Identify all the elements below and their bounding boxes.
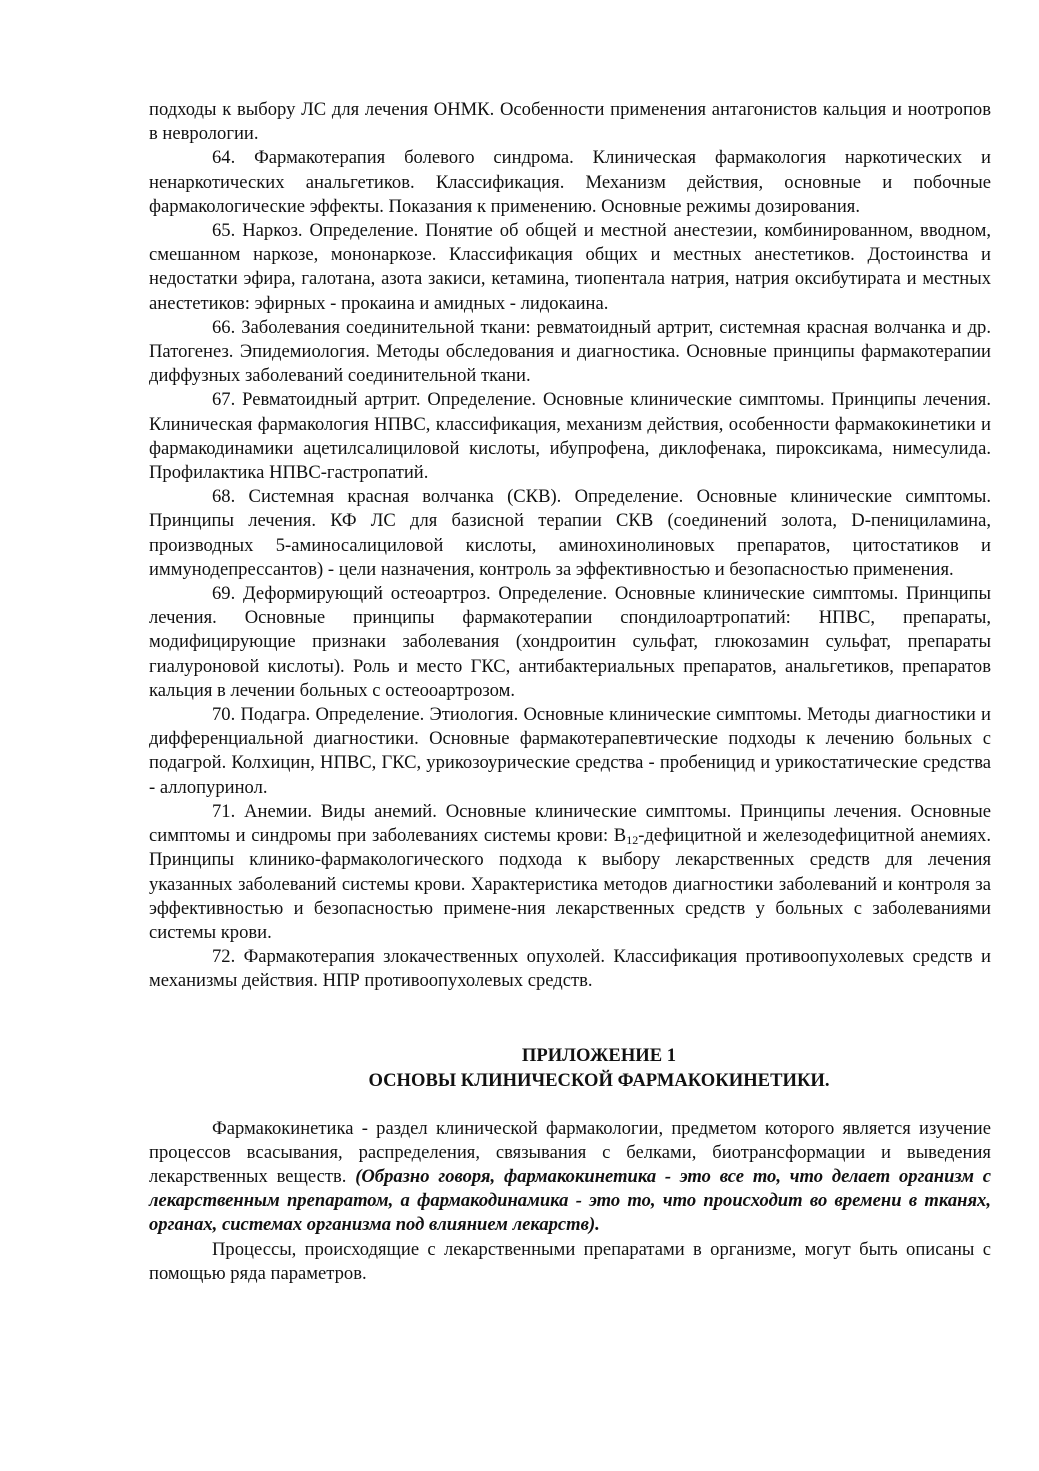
item-72-oncology: 72. Фармакотерапия злокачественных опухолей. Классификация противоопухолевых средств и механизмы действия. НПР противоопухолевых средств. [149, 946, 991, 992]
item-67-rheumatoid-arthritis: 67. Ревматоидный артрит. Определение. Основные клинические симптомы. Принципы лечения. Клиническая фармакология НПВС, классификация, механизм действия, особенности фармакокинетики и фармакодинамики ацетилсалициловой кислоты, ибупрофена, диклофенака, пироксикама, нимесулида. Профилактика НПВС-гастропатий. [149, 389, 991, 484]
item-71-anemia [149, 800, 991, 945]
pharmacokinetics-closing: Процессы, происходящие с лекарственными препаратами в организме, могут быть описаны с помощью ряда параметров. [149, 1238, 991, 1284]
item-71-subscript: 12 [626, 833, 639, 848]
pharmacokinetics-intro [149, 1117, 991, 1238]
item-71-text-end: -дефицитной и железодефицитной анемиях. Принципы клинико-фармакологического подхода к выбору лекарственных средств для лечения указанных заболеваний системы крови. Характеристика методов диагностики заболеваний и контроля за эффективностью и безопасностью примене-ния лекарственных средств у больных с заболеваниями системы крови. [149, 825, 991, 943]
item-71-text-start: 71. Анемии. Виды анемий. Основные клинические симптомы. Принципы лечения. Основные симптомы и синдромы при заболеваниях системы крови: В [149, 800, 991, 847]
item-65-anesthesia: 65. Наркоз. Определение. Понятие об общей и местной анестезии, комбинированном, вводном, смешанном наркозе, мононаркозе. Классификация общих и местных анестетиков. Достоинства и недостатки эфира, галотана, азота закиси, кетамина, тиопентала натрия, натрия оксибутирата и местных анестетиков: эфирных - прокаина и амидных - лидокаина. [149, 220, 991, 314]
item-68-lupus: 68. Системная красная волчанка (СКВ). Определение. Основные клинические симптомы. Принципы лечения. КФ ЛС для базисной терапии СКВ (соединений золота, D-пенициламина, производных 5-аминосалициловой кислоты, аминохинолиновых препаратов, цитостатиков и иммунодепрессантов) - цели назначения, контроль за эффективностью и безопасностью применения. [149, 486, 991, 580]
appendix-number: ПРИЛОЖЕНИЕ 1 [521, 1044, 677, 1066]
item-70-gout: 70. Подагра. Определение. Этиология. Основные клинические симптомы. Методы диагностики и дифференциальной диагностики. Основные фармакотерапевтические подходы к лечению больных с подагрой. Колхицин, НПВС, ГКС, урикозоурические средства - пробеницид и урикостатические средства - аллопуринол. [149, 704, 991, 798]
paragraph-onmk-continued: подходы к выбору ЛС для лечения ОНМК. Особенности применения антагонистов кальция и ноотропов в неврологии. [149, 99, 991, 145]
item-64-pain-syndrome: 64. Фармакотерапия болевого синдрома. Клиническая фармакология наркотических и ненаркотических анальгетиков. Классификация. Механизм действия, основные и побочные фармакологические эффекты. Показания к применению. Основные режимы дозирования. [149, 147, 991, 217]
document-page [149, 98, 991, 1286]
intro-plain-text: Фармакокинетика - раздел клинической фармакологии, предметом которого является изучение процессов всасывания, распределения, связывания с белками, биотрансформации и выведения лекарственных веществ. [149, 1117, 991, 1187]
item-69-osteoarthrosis: 69. Деформирующий остеоартроз. Определение. Основные клинические симптомы. Принципы лечения. Основные принципы фармакотерапии спондилоартропатий: НПВС, препараты, модифицирующие признаки заболевания (хондроитин сульфат, глюкозамин сульфат, препараты гиалуроновой кислоты). Роль и место ГКС, антибактериальных препаратов, анальгетиков, препаратов кальция в лечении больных с остеооартрозом. [149, 583, 991, 701]
appendix-title: ОСНОВЫ КЛИНИЧЕСКОЙ ФАРМАКОКИНЕТИКИ. [368, 1069, 830, 1091]
intro-emphasis-text: (Образно говоря, фармакокинетика - это все то, что делает организм с лекарственным препаратом, а фармакодинамика - это то, что происходит во времени в тканях, органах, системах организма под влиянием лекарств). [149, 1165, 991, 1236]
appendix-heading [149, 1043, 991, 1093]
item-66-connective-tissue: 66. Заболевания соединительной ткани: ревматоидный артрит, системная красная волчанка и др. Патогенез. Эпидемиология. Методы обследования и диагностика. Основные принципы фармакотерапии диффузных заболеваний соединительной ткани. [149, 316, 991, 387]
